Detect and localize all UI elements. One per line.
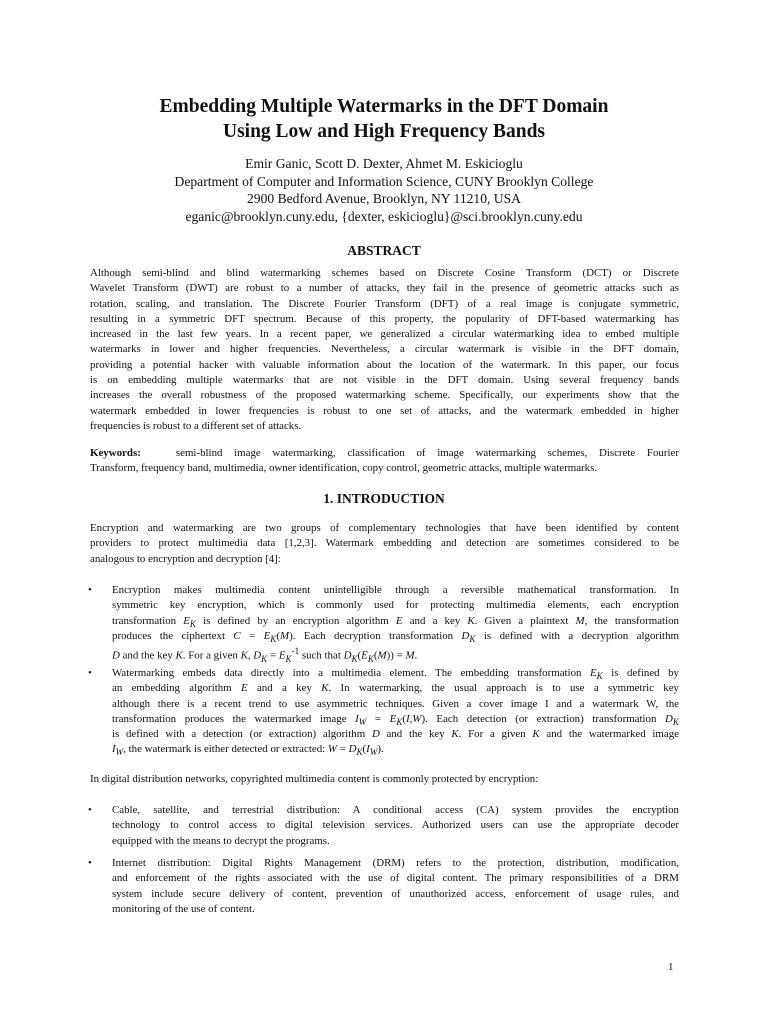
bullet-line: and enforcement of the rights associated with the use of digital content. The primary responsibilities of a DRM [112,872,679,885]
abstract-line: is on embedding multiple watermarks that are not visible in the DFT domain. Using several frequency bands [90,374,679,387]
bullet-line: produces the ciphertext $C = E_K(M)$. Each decryption transformation $D_K$ is defined with a decryption algorithm [112,629,679,645]
keywords-line-2: Transform, frequency band, multimedia, owner identification, copy control, geometric attacks, multiple watermarks. [90,462,598,475]
page-number: 1 [668,961,674,973]
bullet-line: transformation $E_K$ is defined by an encryption algorithm E and a key K. Given a plaintext M, the transformation [112,614,679,629]
bullet-line: equipped with the means to decrypt the programs. [112,834,330,847]
bullet-line: Internet distribution: Digital Rights Management (DRM) refers to the protection, distribution, modification, [112,857,679,869]
abstract-line: Although semi-blind and blind watermarking schemes based on Discrete Cosine Transform (DCT) or Discrete [90,267,679,279]
title-line-2: Using Low and High Frequency Bands [222,121,546,142]
keywords-text-1: semi-blind image watermarking, classification of image watermarking schemes, Discrete Fourier [175,447,679,459]
author-emails: eganic@brooklyn.cuny.edu, {dexter, eskicioglu}@sci.brooklyn.cuny.edu [185,208,583,224]
abstract-line: resulting in a symmetric DFT spectrum. Because of this property, the popularity of DFT-based watermarking has [90,312,679,325]
bullet-line: is defined with a detection (or extraction) algorithm D and the key K. For a given K and the watermarked image [112,728,680,741]
distribution-line: In digital distribution networks, copyrighted multimedia content is commonly protected by encryption: [90,773,539,785]
bullet-symbol: • [88,804,92,816]
bullet-line: Cable, satellite, and terrestrial distribution: A conditional access (CA) system provides the encryption [112,804,679,816]
bullet-line: $I_W$, the watermark is either detected or extracted: $W = D_K(I_W)$. [112,743,384,758]
abstract-line: frequencies is robust to a different set of attacks. [90,419,302,432]
bullet-line: technology to control access to digital television services. Authorized users can use the appropriate decoder [112,819,679,832]
bullet-line: D and the key K. For a given K, $D_K = E_K^{-1}$ such that $D_K(E_K(M)) = M$. [112,646,418,664]
bullet-symbol: • [88,857,92,869]
bullet-line: system include secure delivery of content, prevention of unauthorized access, enforcement of usage rules, and [112,887,679,900]
distribution-paragraph [90,772,679,787]
abstract-line: increased in the last few years. In a recent paper, we generalized a circular watermarking idea to embed multiple [90,328,679,341]
author-address: 2900 Bedford Avenue, Brooklyn, NY 11210, USA [247,191,521,206]
abstract-line: Wavelet Transform (DWT) are robust to a number of attacks, they fail in the presence of geometric attacks such as [90,282,679,295]
bullet-internet-distribution [112,856,679,917]
introduction-heading: 1. INTRODUCTION [323,491,445,506]
bullet-line: an embedding algorithm E and a key K. In watermarking, the usual approach is to use a symmetric key [112,682,679,695]
bullet-line: monitoring of the use of content. [112,902,255,915]
abstract-heading: ABSTRACT [347,243,421,258]
bullet-symbol: • [88,584,92,596]
keywords-label: Keywords: [90,447,141,459]
author-names: Emir Ganic, Scott D. Dexter, Ahmet M. Eskicioglu [245,156,523,171]
bullet-line: symmetric key encryption, which is commonly used for protecting multimedia elements, each encryption [112,599,679,612]
intro-line: analogous to encryption and decryption [4]: [90,552,281,565]
abstract-line: increases the overall robustness of the proposed watermarking scheme. Specifically, our experiments show that the [90,389,679,402]
title-line-1: Embedding Multiple Watermarks in the DFT Domain [159,96,609,117]
bullet-symbol: • [88,667,92,679]
abstract-line: watermarks in lower and higher frequencies. Nevertheless, a circular watermark is visible in the DFT domain, [90,343,679,356]
bullet-line: transformation produces the watermarked image $I_W = E_K(I,W)$. Each detection (or extraction) transformation $D_K$ [112,712,679,728]
abstract-body [90,266,679,434]
bullet-watermarking [112,666,679,758]
author-block [0,155,768,225]
bullet-line: Watermarking embeds data directly into a multimedia element. The embedding transformation $E_K$ is defined by [112,667,680,682]
abstract-line: providing a potential hacker with valuable information about the location of the watermark. In this paper, our focus [90,358,679,371]
bullet-line: although there is a recent trend to use asymmetric techniques. Given a cover image I and a watermark W, the [112,697,679,710]
intro-line: providers to protect multimedia data [1,2,3]. Watermark embedding and detection are sometimes considered to be [90,537,679,550]
abstract-line: rotation, scaling, and translation. The Discrete Fourier Transform (DFT) of a real image is conjugate symmetric, [90,297,679,310]
bullet-line: Encryption makes multimedia content unintelligible through a reversible mathematical transformation. In [112,584,679,596]
paper-title [0,94,768,144]
intro-line: Encryption and watermarking are two groups of complementary technologies that have been identified by content [90,522,679,534]
bullet-cable-distribution [112,803,679,849]
keywords-line-1 [90,446,679,461]
bullet-encryption [112,583,679,664]
intro-paragraph [90,521,679,567]
keywords-block [90,446,679,477]
author-affiliation: Department of Computer and Information Science, CUNY Brooklyn College [174,173,594,189]
abstract-line: watermark embedded in lower frequencies is robust to one set of attacks, and the watermark embedded in higher [90,404,679,417]
